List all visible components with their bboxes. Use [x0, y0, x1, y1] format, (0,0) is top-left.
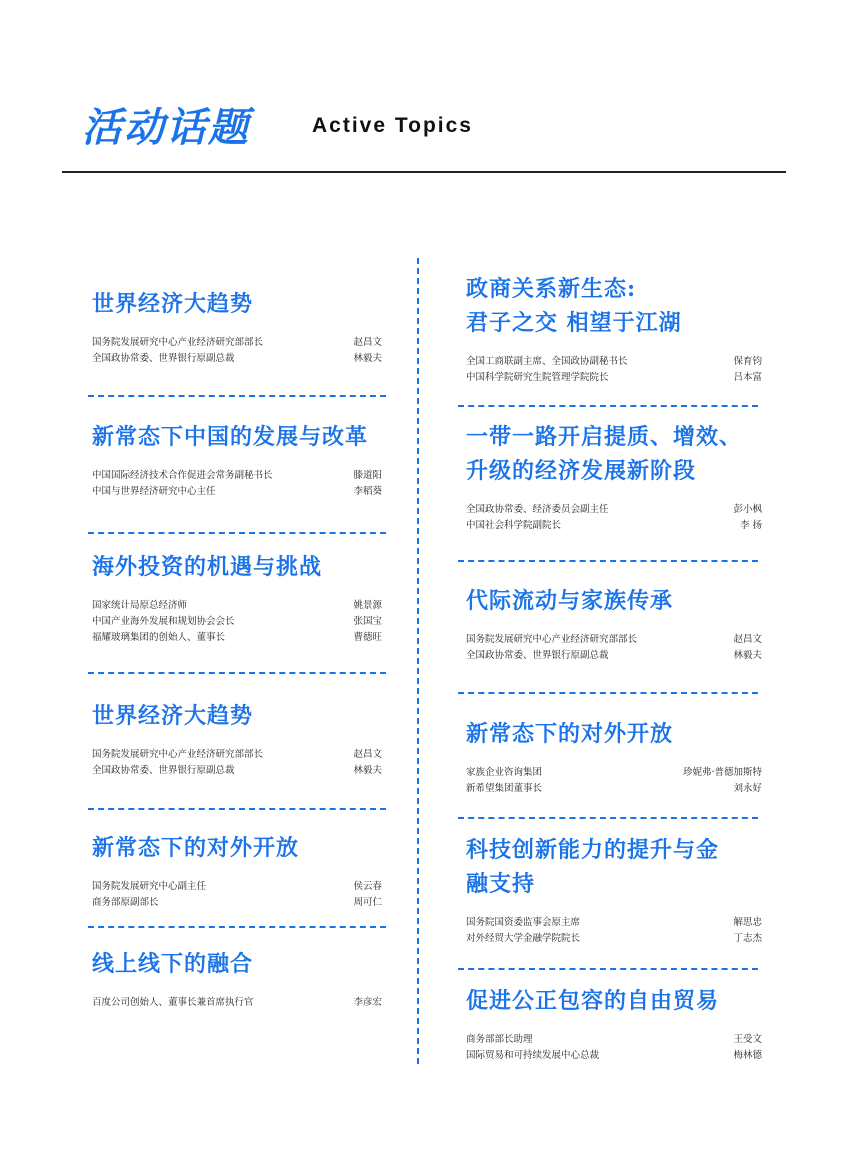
speaker-row — [92, 995, 382, 1011]
speaker-role: 国务院国资委监事会原主席 — [466, 917, 581, 928]
topic-separator — [88, 395, 386, 397]
topic-title — [92, 831, 382, 865]
topic-separator — [88, 808, 386, 810]
topic-block — [466, 833, 762, 947]
speaker-role: 全国政协常委、世界银行原副总裁 — [466, 650, 609, 661]
speaker-name: 滕道阳 — [353, 470, 382, 481]
speaker-name: 林毅夫 — [353, 765, 382, 776]
speaker-row — [466, 632, 762, 648]
topic-title-line: 君子之交 相望于江湖 — [466, 310, 682, 336]
speaker-row — [92, 763, 382, 779]
speaker-row — [92, 484, 382, 500]
speaker-name: 刘永好 — [733, 783, 762, 794]
speaker-list — [92, 747, 382, 779]
topic-separator — [88, 672, 386, 674]
speaker-name: 吕本富 — [733, 372, 762, 383]
topic-title-line: 新常态下的对外开放 — [466, 721, 674, 747]
speaker-name: 张国宝 — [353, 616, 382, 627]
speaker-row — [466, 781, 762, 797]
topic-title — [466, 584, 762, 618]
speaker-name: 丁志杰 — [733, 933, 762, 944]
topic-title-line: 升级的经济发展新阶段 — [466, 458, 697, 484]
topic-title — [466, 984, 762, 1018]
speaker-row — [92, 895, 382, 911]
topic-title-line: 促进公正包容的自由贸易 — [466, 988, 720, 1014]
speaker-row — [466, 648, 762, 664]
topic-title — [466, 717, 762, 751]
speaker-name: 梅林德 — [733, 1050, 762, 1061]
speaker-row — [466, 354, 762, 370]
speaker-name: 赵昌文 — [353, 337, 382, 348]
speaker-name: 侯云春 — [353, 881, 382, 892]
topic-separator — [458, 692, 758, 694]
speaker-name: 珍妮弗·普德加斯特 — [682, 767, 762, 778]
topic-title — [466, 420, 762, 488]
speaker-role: 国际贸易和可持续发展中心总裁 — [466, 1050, 600, 1061]
speaker-role: 中国国际经济技术合作促进会常务副秘书长 — [92, 470, 273, 481]
topic-block — [466, 984, 762, 1064]
topic-separator — [88, 926, 386, 928]
speaker-row — [92, 335, 382, 351]
topic-separator — [458, 817, 758, 819]
topic-title — [92, 420, 382, 454]
speaker-name: 保育钧 — [733, 356, 762, 367]
speaker-role: 国务院发展研究中心副主任 — [92, 881, 207, 892]
topic-block — [466, 717, 762, 797]
speaker-name: 周可仁 — [353, 897, 382, 908]
page-title-cn: 活动话题 — [82, 105, 250, 151]
topic-title-line: 政商关系新生态: — [466, 276, 637, 302]
page-title-en: Active Topics — [312, 114, 473, 137]
topic-title-line: 新常态下中国的发展与改革 — [92, 424, 369, 450]
speaker-role: 福耀玻璃集团的创始人、董事长 — [92, 632, 226, 643]
speaker-row — [92, 598, 382, 614]
speaker-role: 家族企业咨询集团 — [466, 767, 543, 778]
speaker-role: 全国政协常委、世界银行原副总裁 — [92, 353, 235, 364]
speaker-row — [466, 518, 762, 534]
topic-block — [92, 420, 382, 500]
speaker-row — [466, 931, 762, 947]
speaker-list — [92, 879, 382, 911]
speaker-name: 王受文 — [733, 1034, 762, 1045]
speaker-role: 新希望集团董事长 — [466, 783, 543, 794]
speaker-role: 中国社会科学院副院长 — [466, 520, 562, 531]
topic-title — [92, 699, 382, 733]
speaker-name: 赵昌文 — [733, 634, 762, 645]
topic-title-line: 线上线下的融合 — [92, 951, 254, 977]
column-divider — [417, 258, 419, 1064]
speaker-list — [466, 765, 762, 797]
speaker-list — [466, 632, 762, 664]
topic-separator — [458, 968, 758, 970]
speaker-row — [466, 1048, 762, 1064]
speaker-row — [92, 747, 382, 763]
topic-title-line: 一带一路开启提质、增效、 — [466, 424, 743, 450]
speaker-role: 商务部原副部长 — [92, 897, 159, 908]
speaker-role: 对外经贸大学金融学院院长 — [466, 933, 581, 944]
speaker-list — [466, 915, 762, 947]
topic-separator — [458, 405, 758, 407]
topic-title — [466, 272, 762, 340]
speaker-role: 国家统计局原总经济师 — [92, 600, 188, 611]
topic-block — [466, 420, 762, 534]
speaker-list — [466, 354, 762, 386]
speaker-role: 全国工商联副主席、全国政协副秘书长 — [466, 356, 628, 367]
speaker-name: 李彦宏 — [353, 997, 382, 1008]
speaker-row — [92, 351, 382, 367]
topic-title — [92, 287, 382, 321]
topic-title — [466, 833, 762, 901]
topic-title-line: 代际流动与家族传承 — [466, 588, 674, 614]
speaker-role: 国务院发展研究中心产业经济研究部部长 — [466, 634, 638, 645]
speaker-role: 中国科学院研究生院管理学院院长 — [466, 372, 609, 383]
speaker-row — [92, 879, 382, 895]
topic-block — [92, 550, 382, 646]
topic-block — [92, 947, 382, 1011]
speaker-row — [92, 630, 382, 646]
speaker-role: 中国与世界经济研究中心主任 — [92, 486, 216, 497]
topic-block — [466, 584, 762, 664]
speaker-role: 全国政协常委、世界银行原副总裁 — [92, 765, 235, 776]
speaker-list — [92, 468, 382, 500]
topic-block — [92, 699, 382, 779]
speaker-list — [92, 335, 382, 367]
speaker-name: 李 扬 — [739, 520, 762, 531]
speaker-name: 彭小枫 — [733, 504, 762, 515]
speaker-role: 国务院发展研究中心产业经济研究部部长 — [92, 749, 264, 760]
speaker-role: 百度公司创始人、董事长兼首席执行官 — [92, 997, 254, 1008]
speaker-name: 李稻葵 — [353, 486, 382, 497]
speaker-row — [466, 765, 762, 781]
header-rule — [62, 171, 786, 173]
speaker-list — [92, 598, 382, 646]
topic-title-line: 融支持 — [466, 871, 536, 897]
speaker-name: 曹德旺 — [353, 632, 382, 643]
speaker-list — [466, 1032, 762, 1064]
topic-title-line: 世界经济大趋势 — [92, 291, 254, 317]
speaker-name: 赵昌文 — [353, 749, 382, 760]
speaker-name: 林毅夫 — [353, 353, 382, 364]
speaker-role: 国务院发展研究中心产业经济研究部部长 — [92, 337, 264, 348]
speaker-role: 中国产业海外发展和规划协会会长 — [92, 616, 235, 627]
topic-block — [92, 287, 382, 367]
topic-title-line: 世界经济大趋势 — [92, 703, 254, 729]
speaker-list — [466, 502, 762, 534]
speaker-row — [466, 502, 762, 518]
topic-title-line: 海外投资的机遇与挑战 — [92, 554, 323, 580]
speaker-row — [92, 468, 382, 484]
speaker-row — [466, 1032, 762, 1048]
speaker-row — [466, 915, 762, 931]
topic-title — [92, 947, 382, 981]
speaker-row — [92, 614, 382, 630]
topic-separator — [458, 560, 758, 562]
topic-title-line: 科技创新能力的提升与金 — [466, 837, 720, 863]
speaker-role: 全国政协常委、经济委员会副主任 — [466, 504, 609, 515]
speaker-list — [92, 995, 382, 1011]
speaker-name: 林毅夫 — [733, 650, 762, 661]
speaker-role: 商务部部长助理 — [466, 1034, 533, 1045]
topic-block — [466, 272, 762, 386]
topic-title — [92, 550, 382, 584]
speaker-name: 姚景源 — [353, 600, 382, 611]
speaker-row — [466, 370, 762, 386]
speaker-name: 解思忠 — [733, 917, 762, 928]
topic-title-line: 新常态下的对外开放 — [92, 835, 300, 861]
topic-separator — [88, 532, 386, 534]
topic-block — [92, 831, 382, 911]
